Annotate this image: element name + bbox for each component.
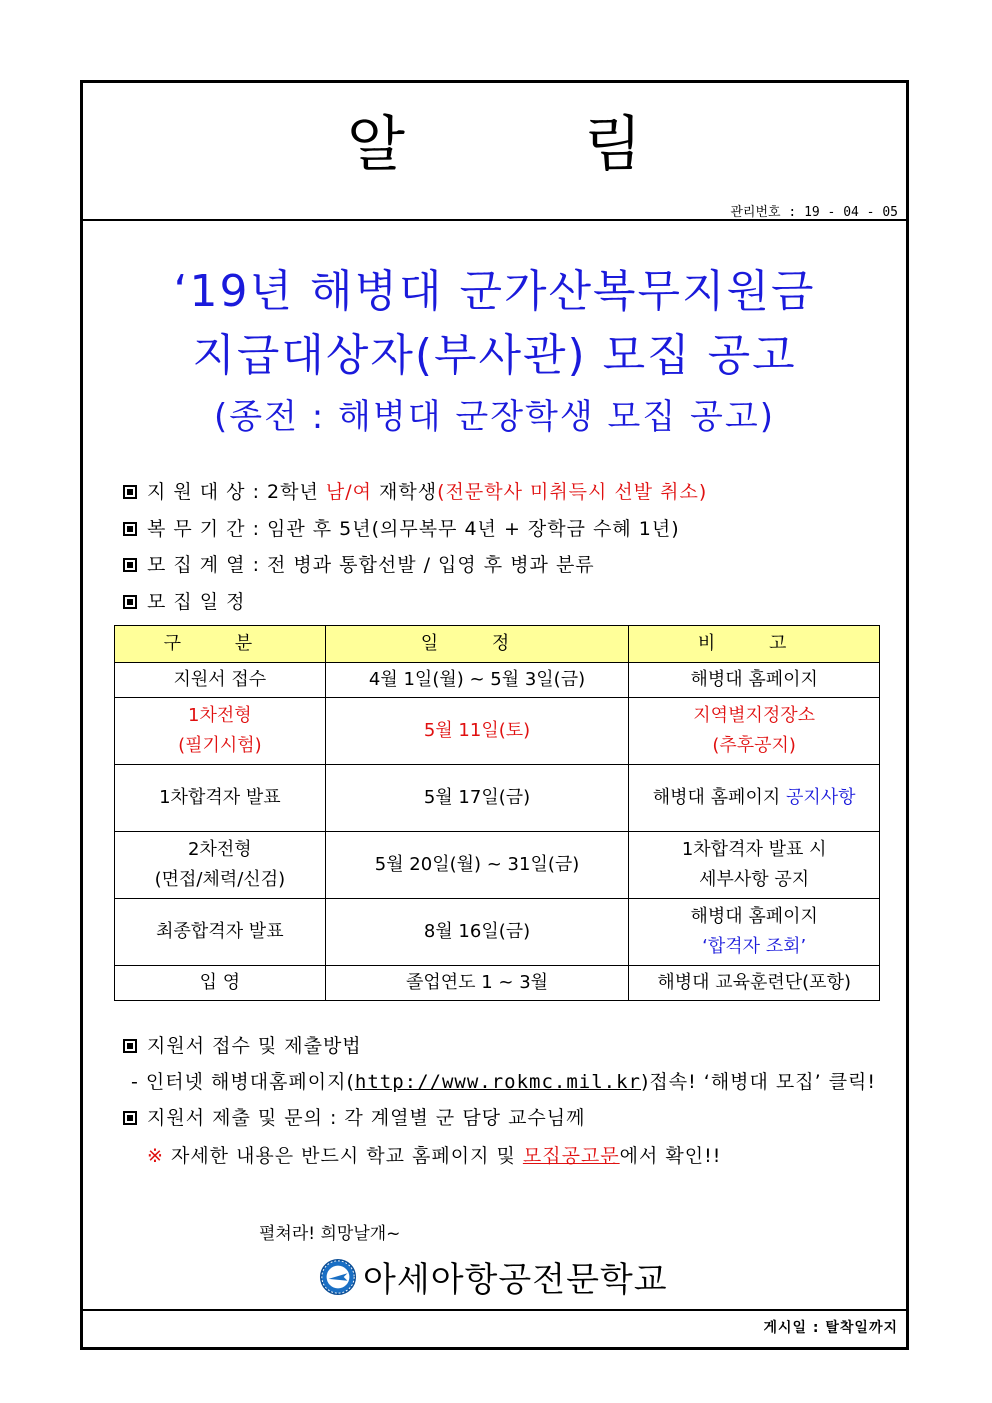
service-period-line: [123, 514, 680, 541]
headline-line-3: (종전 : 해병대 군장학생 모집 공고): [214, 397, 775, 437]
target-gender: 남/여: [325, 481, 372, 503]
table-row: [115, 663, 880, 698]
cell-category: 2차전형 (면접/체력/신검): [115, 832, 326, 899]
cell-category: 지원서 접수: [115, 663, 326, 698]
cell-note: 해병대 홈페이지 ‘합격자 조회’: [629, 899, 880, 966]
square-bullet-icon: [123, 558, 137, 572]
cell-date: 4월 1일(월) ~ 5월 3일(금): [325, 663, 629, 698]
school-logo: [319, 1252, 668, 1301]
recruit-field-line: [123, 550, 595, 577]
square-bullet-icon: [123, 1111, 137, 1125]
inquiry-text: 지원서 제출 및 문의 : 각 계열별 군 담당 교수님께: [147, 1107, 586, 1129]
method-detail-line: [131, 1067, 876, 1094]
target-status: 재학생: [371, 481, 438, 503]
header-category: 구 분: [115, 626, 326, 663]
notice-prefix: 자세한 내용은 반드시 학교 홈페이지 및: [163, 1145, 523, 1167]
cell-category: 1차합격자 발표: [115, 765, 326, 832]
school-emblem-icon: [319, 1258, 357, 1296]
notice-frame: [80, 80, 909, 1350]
cell-category: 입 영: [115, 966, 326, 1001]
method-suffix: )접속! ‘해병대 모집’ 클릭!: [641, 1071, 877, 1093]
table-header-row: [115, 626, 880, 663]
notice-line: [147, 1141, 721, 1168]
schedule-label-line: [123, 587, 246, 614]
table-row: [115, 698, 880, 765]
school-name: 아세아항공전문학교: [363, 1260, 668, 1300]
service-period: 복 무 기 간 : 임관 후 5년(의무복무 4년 + 장학금 수혜 1년): [147, 518, 680, 540]
cell-note: 해병대 홈페이지: [629, 663, 880, 698]
rokmc-link[interactable]: http://www.rokmc.mil.kr: [354, 1071, 641, 1093]
square-bullet-icon: [123, 1039, 137, 1053]
square-bullet-icon: [123, 522, 137, 536]
target-label: 지 원 대 상 : 2학년: [147, 481, 326, 503]
headline-line-1: ‘19년 해병대 군가산복무지원금: [173, 266, 816, 317]
table-row: [115, 899, 880, 966]
notice-link[interactable]: 모집공고문: [522, 1145, 620, 1167]
cell-note: 지역별지정장소 (추후공지): [629, 698, 880, 765]
method-prefix: - 인터넷 해병대홈페이지(: [131, 1071, 355, 1093]
footer-divider: [83, 1309, 906, 1311]
cell-date: 8월 16일(금): [325, 899, 629, 966]
cell-note: 해병대 홈페이지 공지사항: [629, 765, 880, 832]
schedule-label: 모 집 일 정: [147, 591, 246, 613]
method-label-line: [123, 1031, 362, 1058]
cell-date: 5월 20일(월) ~ 31일(금): [325, 832, 629, 899]
notice-suffix: 에서 확인!!: [619, 1145, 722, 1167]
cell-category: 최종합격자 발표: [115, 899, 326, 966]
target-line: [123, 477, 707, 504]
cell-note: 해병대 교육훈련단(포항): [629, 966, 880, 1001]
reference-mark-icon: ※: [147, 1145, 164, 1167]
method-label: 지원서 접수 및 제출방법: [147, 1035, 362, 1057]
table-row: [115, 765, 880, 832]
title-divider: [83, 219, 906, 221]
table-row: [115, 966, 880, 1001]
cell-date: 5월 11일(토): [325, 698, 629, 765]
target-note: (전문학사 미취득시 선발 취소): [437, 481, 708, 503]
square-bullet-icon: [123, 595, 137, 609]
headline-line-2: 지급대상자(부사관) 모집 공고: [192, 330, 797, 381]
cell-note: 1차합격자 발표 시 세부사항 공지: [629, 832, 880, 899]
recruit-field: 모 집 계 열 : 전 병과 통합선발 / 입영 후 병과 분류: [147, 554, 595, 576]
management-number: 관리번호 : 19 - 04 - 05: [730, 205, 898, 220]
cell-date: 5월 17일(금): [325, 765, 629, 832]
schedule-table: [114, 625, 880, 1001]
cell-date: 졸업연도 1 ~ 3월: [325, 966, 629, 1001]
posting-period: 게시일 : 탈착일까지: [763, 1320, 898, 1336]
header-note: 비 고: [629, 626, 880, 663]
notice-title: 알 림: [347, 110, 722, 180]
inquiry-line: [123, 1103, 585, 1130]
header-date: 일 정: [325, 626, 629, 663]
slogan: 펼쳐라! 희망날개~: [259, 1224, 401, 1244]
cell-category: 1차전형 (필기시험): [115, 698, 326, 765]
table-row: [115, 832, 880, 899]
square-bullet-icon: [123, 485, 137, 499]
